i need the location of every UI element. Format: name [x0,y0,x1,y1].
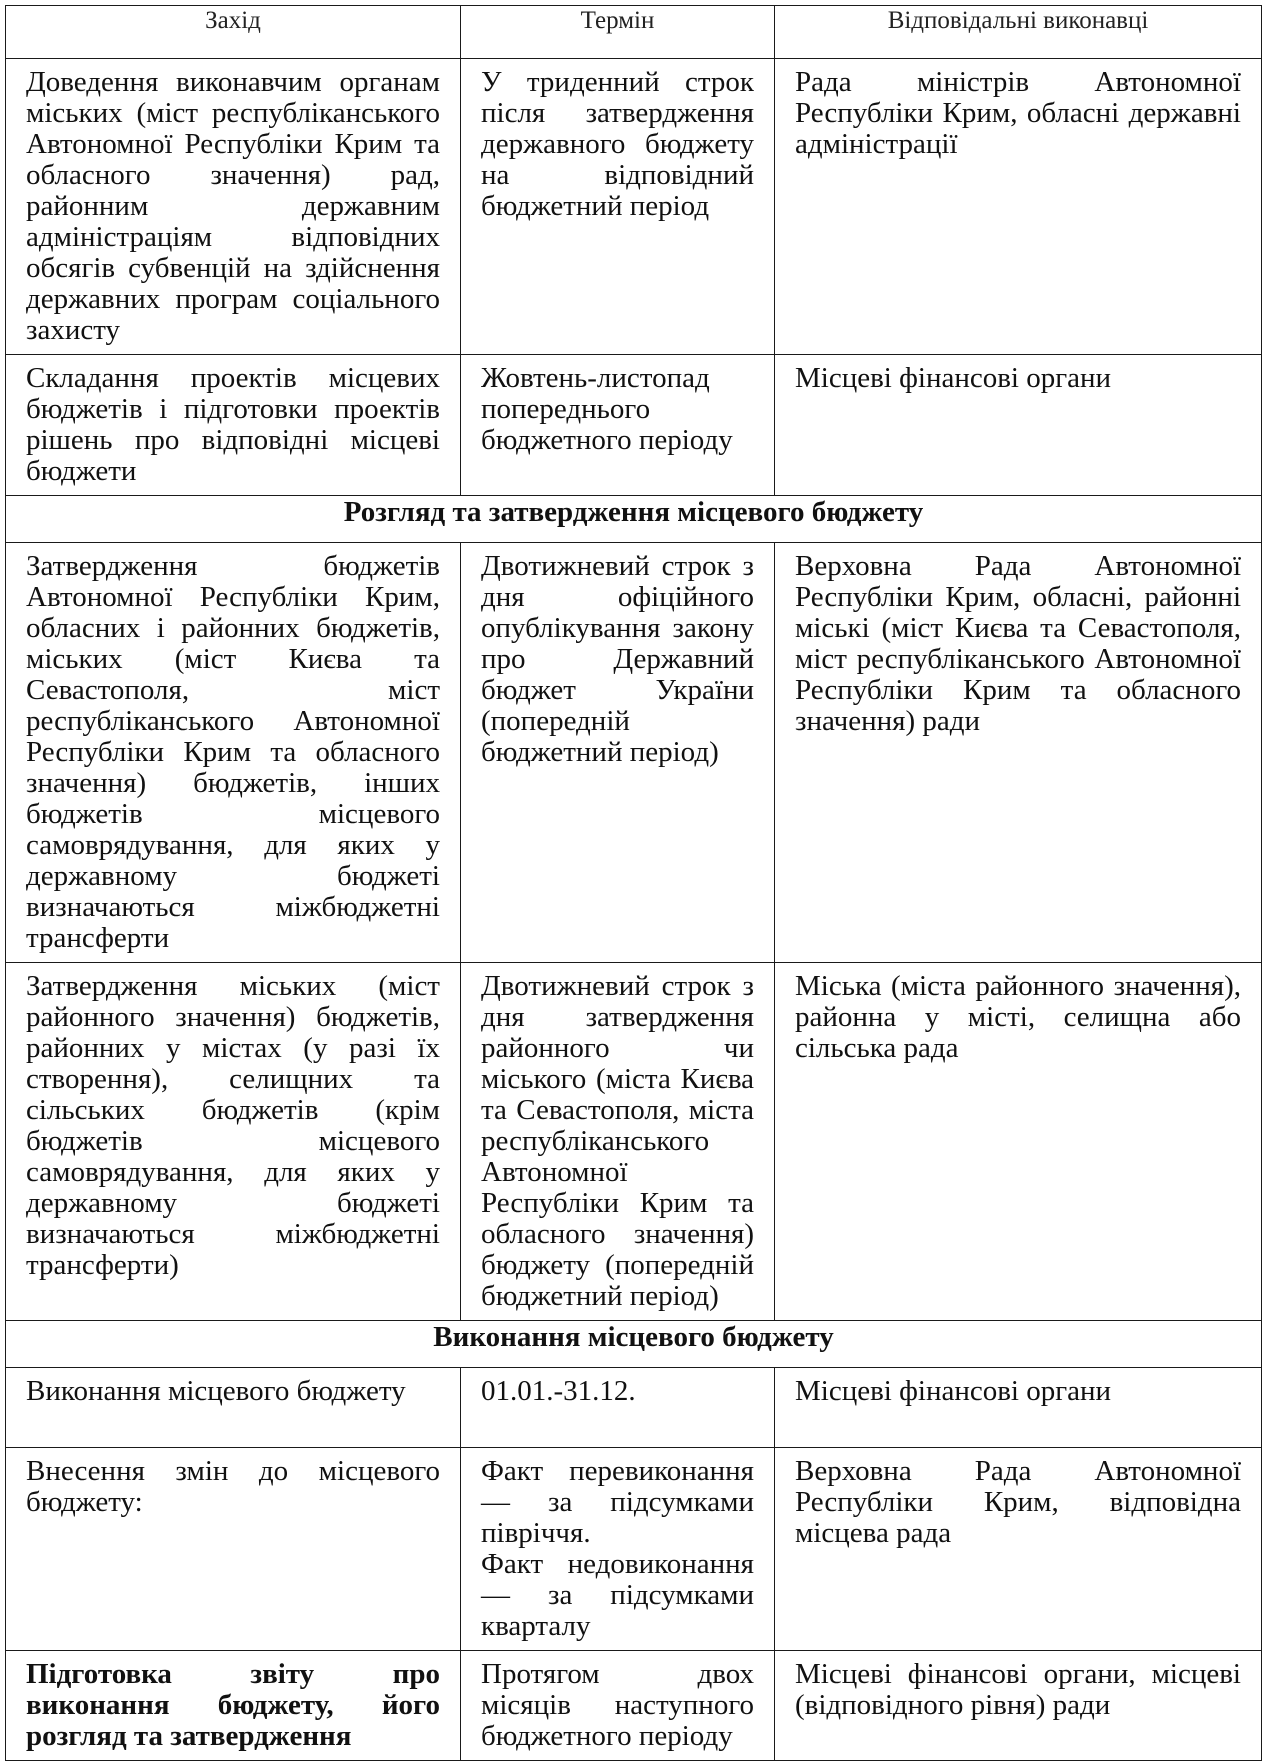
budget-schedule-table [5,5,1262,1761]
table-row [6,355,1262,496]
measure-cell: Затвердження бюджетів Автономної Республіки Крим, обласних і районних бюджетів, міських (міст Києва та Севастополя, міст республіканського Автономної Республіки Крим та обласного значення) бюджетів, інших бюджетів місцевого самоврядування, для яких у державному бюджеті визначаються міжбюджетні трансферти [6,543,461,963]
table-row [6,59,1262,355]
section-heading-review: Розгляд та затвердження місцевого бюджету [6,496,1262,543]
table-row [6,543,1262,963]
term-part: Факт перевиконання — за підсумками півріччя. [481,1455,754,1549]
term-cell: Двотижневий строк з дня офіційного опублікування закону про Державний бюджет України (попередній бюджетний період) [461,543,775,963]
section-row [6,496,1262,543]
measure-cell: Підготовка звіту про виконання бюджету, його розгляд та затвердження [6,1651,461,1761]
measure-cell: Виконання місцевого бюджету [6,1368,461,1448]
term-cell [461,1448,775,1651]
header-measure: Захід [6,6,461,59]
table-header-row [6,6,1262,59]
term-cell: Протягом двох місяців наступного бюджетного періоду [461,1651,775,1761]
measure-cell: Доведення виконавчим органам міських (міст республіканського Автономної Республіки Крим та обласного значення) рад, районним державним адміністраціям відповідних обсягів субвенцій на здійснення державних програм соціального захисту [6,59,461,355]
responsible-cell: Верховна Рада Автономної Республіки Крим, відповідна місцева рада [775,1448,1262,1651]
measure-cell: Затвердження міських (міст районного значення) бюджетів, районних у містах (у разі їх створення), селищних та сільських бюджетів (крім бюджетів місцевого самоврядування, для яких у державному бюджеті визначаються міжбюджетні трансферти) [6,963,461,1321]
section-heading-execution: Виконання місцевого бюджету [6,1321,1262,1368]
section-row [6,1321,1262,1368]
header-term: Термін [461,6,775,59]
term-cell: Двотижневий строк з дня затвердження районного чи міського (міста Києва та Севастополя, міста республіканського Автономної Республіки Крим та обласного значення) бюджету (попередній бюджетний період) [461,963,775,1321]
measure-cell: Внесення змін до місцевого бюджету: [6,1448,461,1651]
table-row [6,1368,1262,1448]
table-row [6,1651,1262,1761]
table-row [6,1448,1262,1651]
measure-cell: Складання проектів місцевих бюджетів і підготовки проектів рішень про відповідні місцеві бюджети [6,355,461,496]
responsible-cell: Верховна Рада Автономної Республіки Крим, обласні, районні міські (міст Києва та Севастополя, міст республіканського Автономної Республіки Крим та обласного значення) ради [775,543,1262,963]
responsible-cell: Рада міністрів Автономної Республіки Крим, обласні державні адміністрації [775,59,1262,355]
responsible-cell: Місцеві фінансові органи, місцеві (відповідного рівня) ради [775,1651,1262,1761]
term-cell: 01.01.-31.12. [461,1368,775,1448]
responsible-cell: Місцеві фінансові органи [775,355,1262,496]
table-row [6,963,1262,1321]
header-responsible: Відповідальні виконавці [775,6,1262,59]
responsible-cell: Міська (міста районного значення), районна у місті, селищна або сільська рада [775,963,1262,1321]
responsible-cell: Місцеві фінансові органи [775,1368,1262,1448]
term-part: Факт недовиконання — за підсумками кварталу [481,1548,754,1642]
term-cell: У триденний строк після затвердження державного бюджету на відповідний бюджетний період [461,59,775,355]
term-cell: Жовтень-листопад попереднього бюджетного періоду [461,355,775,496]
